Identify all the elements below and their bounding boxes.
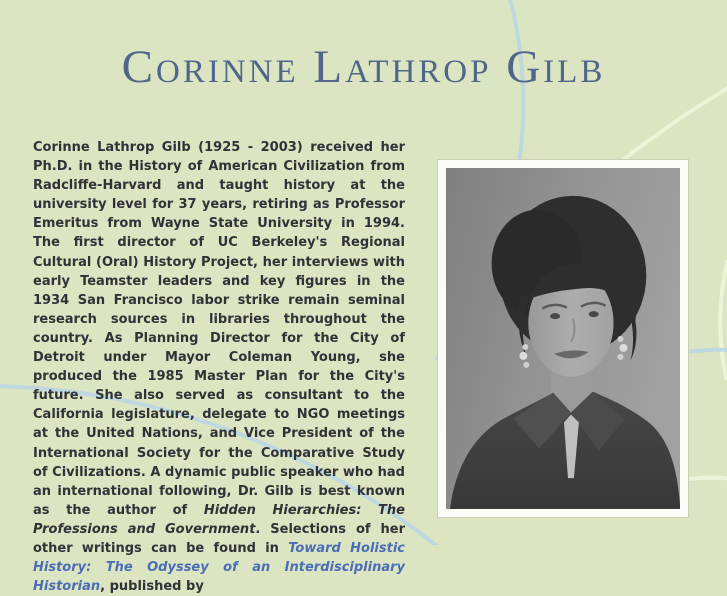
- bio-text-3: , published by: [100, 579, 204, 595]
- book-link-label: Toward Holistic History: The Odyssey of an Interdisciplinary Historian: [33, 540, 405, 595]
- bio-text-2: . Selections of her other writings can be found in: [33, 521, 405, 556]
- portrait-photo-illustration: [446, 168, 680, 509]
- biography-paragraph: [33, 138, 405, 596]
- book-title-hidden-hierarchies: Hidden Hierarchies: The Professions and Government: [33, 502, 406, 537]
- bio-text-1: Corinne Lathrop Gilb (1925 - 2003) received her Ph.D. in the History of American Civilization from Radcliffe-Harvard and taught history at the university level for 37 years, retiring as Professor Emeritus from Wayne State University in 1994. The first director of UC Berkeley's Regional Cultural (Oral) History Project, her interviews with early Teamster leaders and key figures in the 1934 San Francisco labor strike remain seminal research sources in libraries throughout the country. As Planning Director for the City of Detroit under Mayor Coleman Young, she produced the 1985 Master Plan for the City's future. She also served as consultant to the California legislature, delegate to NGO meetings at the United Nations, and Vice President of the International Society for the Comparative Study of Civilizations. A dynamic public speaker who had an international following, Dr. Gilb is best known as the author of: [33, 140, 405, 518]
- portrait-photo: [437, 159, 689, 518]
- page-title: Corinne Lathrop Gilb: [121, 41, 606, 93]
